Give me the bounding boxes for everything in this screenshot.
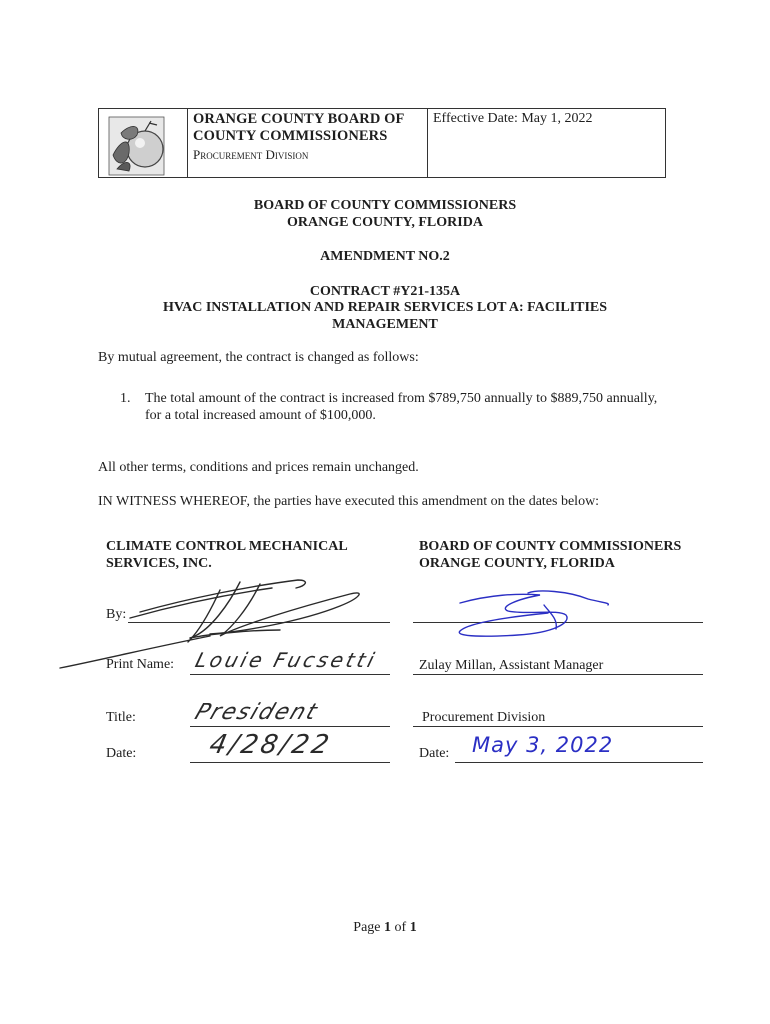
title-board: BOARD OF COUNTY COMMISSIONERS (253, 198, 517, 213)
orange-fruit-logo-icon (99, 109, 187, 179)
page-footer (0, 920, 770, 936)
item-text-line2: for a total increased amount of $100,000. (145, 408, 376, 423)
contractor-name-line2: SERVICES, INC. (106, 556, 212, 571)
county-date-value: May 3, 2022 (472, 733, 614, 757)
page-number: 1 (384, 920, 392, 935)
print-name-value: Louie Fucsetti (192, 648, 380, 672)
unchanged-text: All other terms, conditions and prices remain unchanged. (98, 460, 419, 475)
county-date-line (455, 762, 703, 763)
org-name-line1: ORANGE COUNTY BOARD OF (193, 111, 405, 127)
county-signature (448, 585, 618, 645)
print-name-label: Print Name: (106, 657, 175, 672)
header-box (98, 108, 666, 178)
title-label: Title: (106, 710, 136, 725)
county-signer-line (413, 674, 703, 675)
title-line (190, 726, 390, 727)
item-text-line1: The total amount of the contract is increased from $789,750 annually to $889,750 annually, (145, 391, 658, 406)
contractor-date-value: 4/28/22 (206, 730, 335, 760)
effective-date: Effective Date: May 1, 2022 (433, 111, 593, 126)
contract-number: CONTRACT #Y21-135A (309, 284, 461, 299)
contract-subject-line2: MANAGEMENT (332, 317, 438, 332)
contractor-date-line (190, 762, 390, 763)
witness-text: IN WITNESS WHEREOF, the parties have executed this amendment on the dates below: (98, 494, 600, 509)
intro-text: By mutual agreement, the contract is changed as follows: (98, 350, 419, 365)
county-division-line (413, 726, 703, 727)
page-of: of (394, 920, 407, 935)
contractor-name-line1: CLIMATE CONTROL MECHANICAL (106, 539, 348, 554)
division-name: Procurement Division (193, 147, 309, 162)
title-value: President (191, 700, 323, 725)
page-total: 1 (409, 920, 417, 935)
item-number: 1. (120, 391, 131, 406)
logo-cell (99, 109, 188, 177)
contractor-date-label: Date: (106, 746, 137, 761)
county-name-line1: BOARD OF COUNTY COMMISSIONERS (419, 539, 682, 554)
org-name-line2: COUNTY COMMISSIONERS (193, 128, 388, 144)
organization-cell (187, 109, 428, 177)
title-county: ORANGE COUNTY, FLORIDA (287, 215, 483, 230)
county-signer-name: Zulay Millan, Assistant Manager (419, 658, 604, 673)
county-name-line2: ORANGE COUNTY, FLORIDA (419, 556, 615, 571)
amendment-number: AMENDMENT NO.2 (320, 249, 450, 264)
by-label: By: (106, 607, 127, 622)
page-prefix: Page (353, 920, 381, 935)
county-signer-division: Procurement Division (422, 710, 546, 725)
county-date-label: Date: (419, 746, 450, 761)
contract-subject-line1: HVAC INSTALLATION AND REPAIR SERVICES LOT A: FACILITIES (162, 300, 608, 315)
print-name-line (190, 674, 390, 675)
